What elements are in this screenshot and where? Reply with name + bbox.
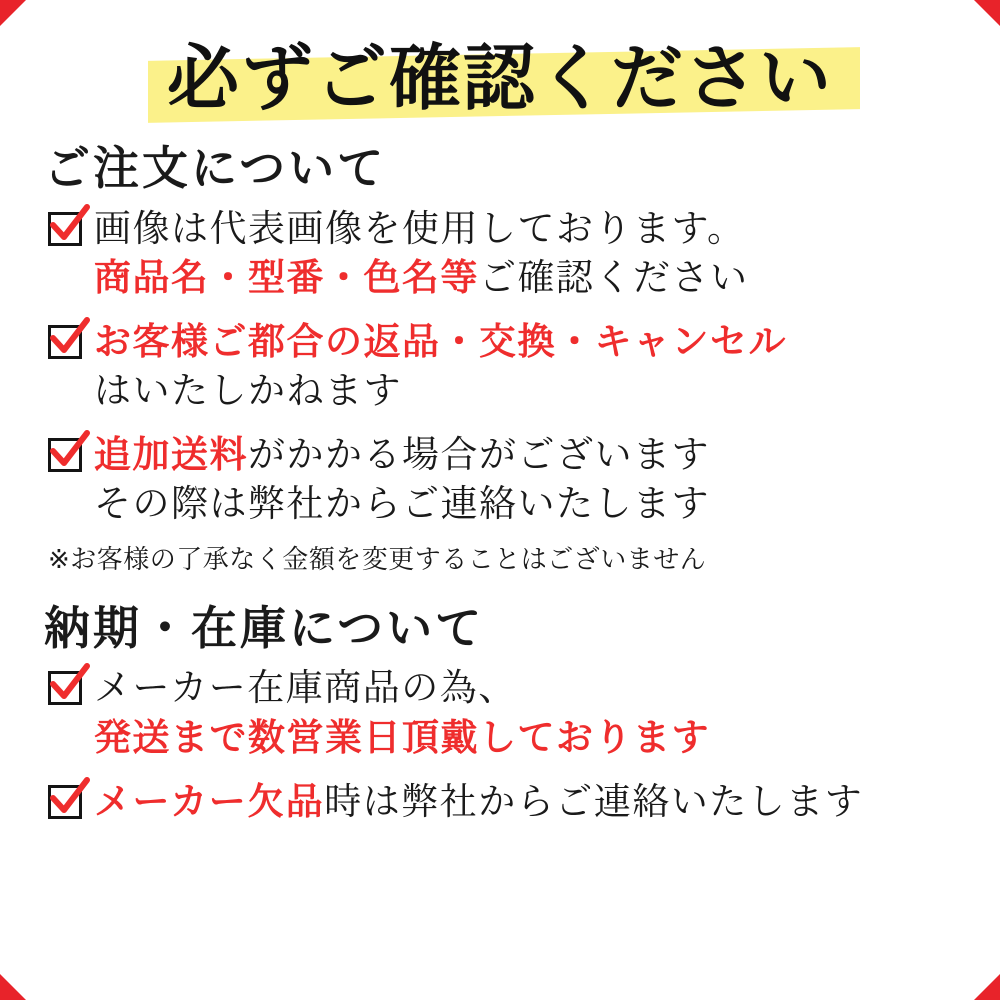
plain-text: がかかる場合がございます xyxy=(248,432,710,476)
checkbox-checked-icon xyxy=(48,438,82,472)
list-item-line: はいたしかねます xyxy=(94,369,402,413)
order-section-note: ※お客様の了承なく金額を変更することはございません xyxy=(48,544,707,575)
list-item xyxy=(48,777,1000,827)
list-item-line xyxy=(94,777,1000,827)
list-item-text xyxy=(94,663,1000,762)
checkbox-checked-icon xyxy=(48,785,82,819)
list-item-text xyxy=(94,204,1000,303)
page-title-block xyxy=(0,0,1000,140)
list-item-text xyxy=(94,317,1000,416)
list-item-line xyxy=(94,253,1000,303)
plain-text: 時は弊社からご連絡いたします xyxy=(324,779,864,823)
corner-decoration-bottom-right xyxy=(974,974,1000,1000)
page-title: 必ずご確認ください xyxy=(166,36,833,120)
checkbox-checked-icon xyxy=(48,671,82,705)
section-heading-delivery: 納期・在庫について xyxy=(44,600,485,655)
section-heading-order: ご注文について xyxy=(44,141,387,195)
emphasis-text: メーカー欠品 xyxy=(94,779,325,823)
list-item-text xyxy=(94,777,1000,827)
list-item-line: その際は弊社からご連絡いたします xyxy=(94,482,710,526)
list-item-line xyxy=(94,430,1000,480)
list-item xyxy=(48,663,1000,762)
corner-decoration-bottom-left xyxy=(0,974,26,1000)
list-item-line: 画像は代表画像を使用しております。 xyxy=(94,206,746,250)
list-item-line: メーカー在庫商品の為、 xyxy=(94,666,517,710)
list-item xyxy=(48,204,1000,303)
checkbox-checked-icon xyxy=(48,212,82,246)
emphasis-text: 追加送料 xyxy=(94,432,248,476)
list-item-text xyxy=(94,430,1000,529)
list-item-line: お客様ご都合の返品・交換・キャンセル xyxy=(94,319,787,363)
emphasis-text: 商品名・型番・色名等 xyxy=(94,256,479,300)
list-item-line: 発送まで数営業日頂戴しております xyxy=(94,716,710,760)
list-item xyxy=(48,317,1000,416)
checkbox-checked-icon xyxy=(48,325,82,359)
plain-text: ご確認ください xyxy=(479,256,749,300)
list-item xyxy=(48,430,1000,529)
